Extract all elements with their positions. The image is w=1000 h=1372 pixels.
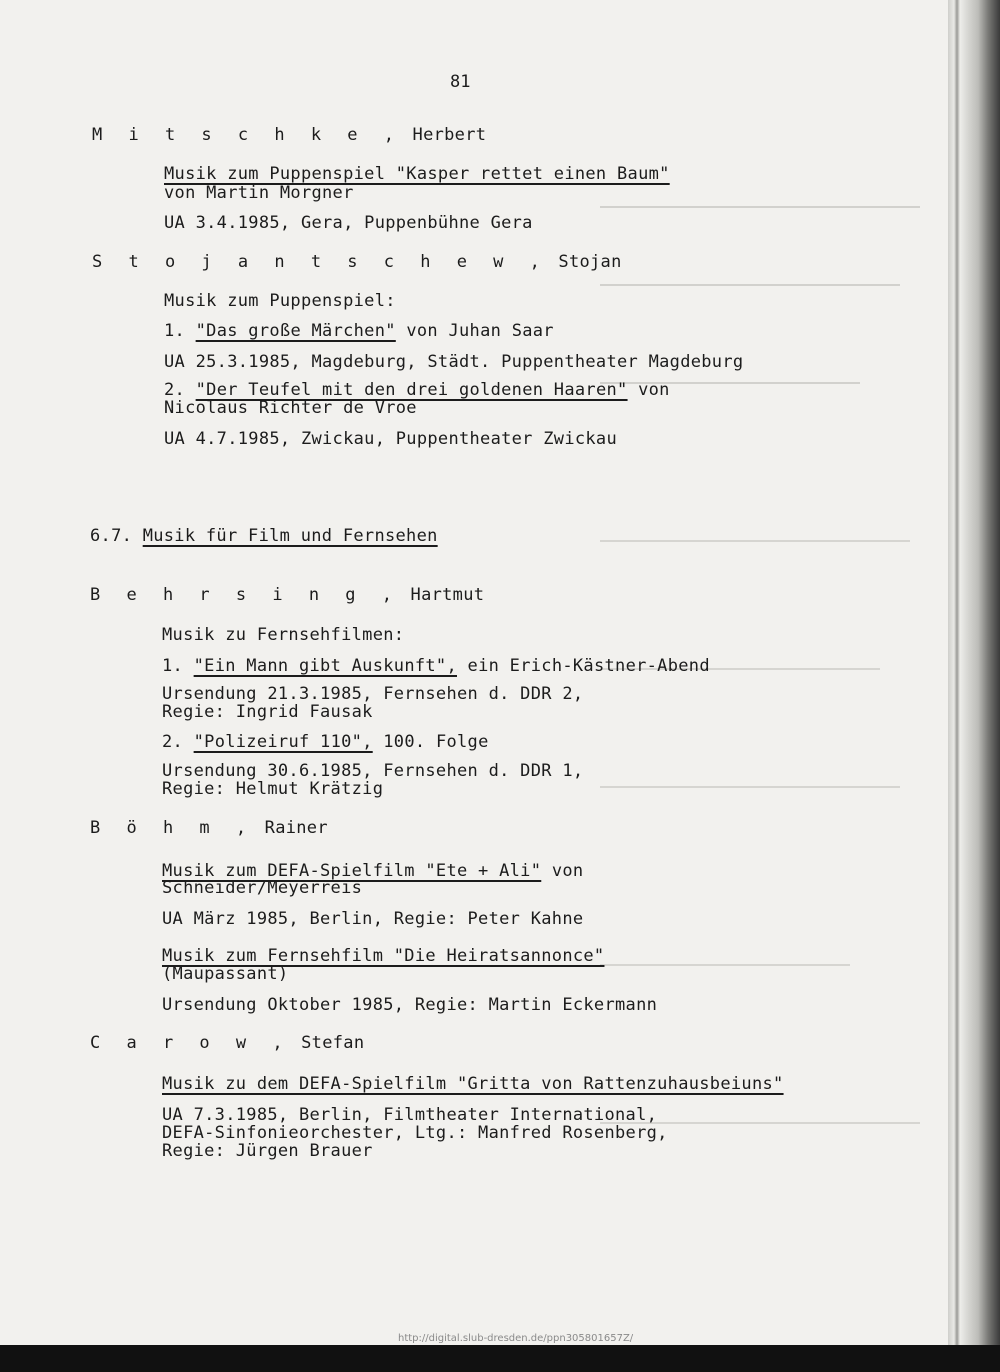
work-intro: Musik zu Fernsehfilmen: <box>162 625 405 645</box>
composer-first-name: Stojan <box>558 252 622 272</box>
work-title: "Der Teufel mit den drei goldenen Haaren" <box>195 380 628 400</box>
broadcast-info: Ursendung 30.6.1985, Fernsehen d. DDR 1, <box>162 761 584 781</box>
work-item <box>162 733 489 752</box>
composer-first-name: Stefan <box>301 1033 365 1053</box>
item-number: 2. <box>162 732 184 752</box>
composer-first-name: Rainer <box>264 818 328 838</box>
work-author: von Martin Morgner <box>164 183 354 203</box>
broadcast-info: Ursendung Oktober 1985, Regie: Martin Eckermann <box>162 995 658 1015</box>
work-title: "Ein Mann gibt Auskunft", <box>193 656 457 676</box>
work-intro: Musik zum Puppenspiel: <box>164 291 396 311</box>
composer-surname: M i t s c h k e , <box>92 125 402 145</box>
page-number: 81 <box>450 72 471 92</box>
composer-surname: B ö h m , <box>90 818 255 838</box>
work-item <box>162 657 710 676</box>
item-number: 2. <box>164 380 186 400</box>
work-subtitle: ein Erich-Kästner-Abend <box>467 656 710 676</box>
work-title: Musik zum DEFA-Spielfilm "Ete + Ali" <box>162 861 542 881</box>
performance-info: UA 4.7.1985, Zwickau, Puppentheater Zwickau <box>164 429 617 449</box>
chapter-heading <box>90 527 438 546</box>
composer-heading-mitschke <box>92 126 486 145</box>
work-source: (Maupassant) <box>162 964 289 984</box>
composer-surname: C a r o w , <box>90 1033 291 1053</box>
work-title: Musik zum Puppenspiel "Kasper rettet einen Baum" <box>164 164 670 184</box>
composer-heading-stojantschew <box>92 253 622 272</box>
composer-surname: B e h r s i n g , <box>90 585 400 605</box>
performance-info: UA März 1985, Berlin, Regie: Peter Kahne <box>162 909 584 929</box>
work-author: Schneider/Meyerreis <box>162 878 363 898</box>
work-title: "Das große Märchen" <box>195 321 396 341</box>
chapter-title: Musik für Film und Fernsehen <box>142 526 438 546</box>
work-title: Musik zum Fernsehfilm "Die Heiratsannonce" <box>162 946 605 966</box>
work-author: Nicolaus Richter de Vroe <box>164 398 417 418</box>
item-number: 1. <box>164 321 186 341</box>
performance-info: UA 3.4.1985, Gera, Puppenbühne Gera <box>164 213 533 233</box>
work-title: Musik zu dem DEFA-Spielfilm "Gritta von Rattenzuhausbeiuns" <box>162 1074 784 1094</box>
composer-first-name: Hartmut <box>410 585 485 605</box>
orchestra-info: DEFA-Sinfonieorchester, Ltg.: Manfred Rosenberg, <box>162 1123 668 1143</box>
composer-first-name: Herbert <box>412 125 487 145</box>
broadcast-info: Ursendung 21.3.1985, Fernsehen d. DDR 2, <box>162 684 584 704</box>
director-info: Regie: Helmut Krätzig <box>162 779 384 799</box>
item-number: 1. <box>162 656 184 676</box>
director-info: Regie: Ingrid Fausak <box>162 702 373 722</box>
work-von: von <box>638 380 670 400</box>
chapter-number: 6.7. <box>90 526 133 546</box>
work-title: "Polizeiruf 110", <box>193 732 373 752</box>
scan-border <box>0 1345 1000 1372</box>
digitization-url[interactable]: http://digital.slub-dresden.de/ppn305801657Z/ <box>398 1333 634 1344</box>
page-edge <box>948 0 1000 1345</box>
composer-heading-carow <box>90 1034 364 1053</box>
director-info: Regie: Jürgen Brauer <box>162 1141 373 1161</box>
performance-info: UA 7.3.1985, Berlin, Filmtheater International, <box>162 1105 658 1125</box>
performance-info: UA 25.3.1985, Magdeburg, Städt. Puppentheater Magdeburg <box>164 352 744 372</box>
composer-surname: S t o j a n t s c h e w , <box>92 252 548 272</box>
composer-heading-behrsing <box>90 586 484 605</box>
work-item <box>164 322 554 341</box>
work-author: von Juhan Saar <box>406 321 554 341</box>
work-subtitle: 100. Folge <box>383 732 489 752</box>
work-von: von <box>551 861 584 881</box>
composer-heading-boehm <box>90 819 328 838</box>
